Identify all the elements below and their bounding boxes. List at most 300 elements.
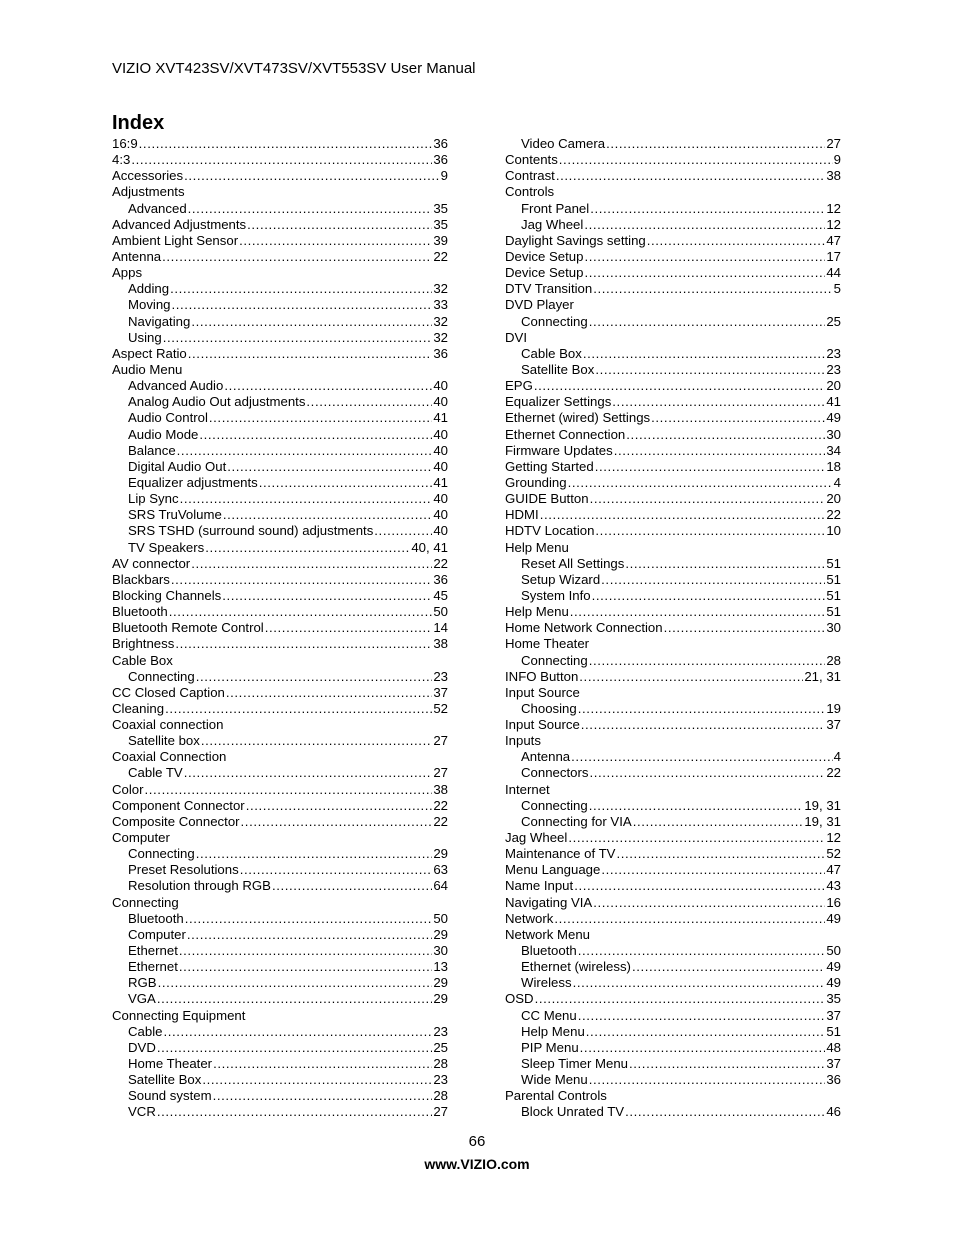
- index-entry-page: 49: [826, 975, 841, 991]
- index-entry: [505, 346, 841, 362]
- index-entry-label: Jag Wheel: [521, 216, 584, 232]
- index-entry: [505, 168, 841, 184]
- index-entry-page: 22: [433, 555, 448, 571]
- index-entry-label: Getting Started: [505, 458, 594, 474]
- dot-leader: [578, 701, 826, 717]
- index-entry-label: Ethernet: [128, 959, 178, 975]
- index-entry: [112, 895, 448, 911]
- index-entry-page: 51: [826, 555, 841, 571]
- index-entry: [505, 733, 841, 749]
- index-entry-label: VCR: [128, 1104, 156, 1120]
- dot-leader: [578, 943, 826, 959]
- index-entry-page: 28: [433, 1088, 448, 1104]
- dot-leader: [651, 410, 825, 426]
- index-entry: [112, 959, 448, 975]
- index-entry-label: Home Theater: [505, 636, 590, 652]
- index-entry-label: Reset All Settings: [521, 555, 625, 571]
- index-entry: [505, 427, 841, 443]
- index-entry-page: 36: [433, 152, 448, 168]
- index-entry-page: 25: [433, 1039, 448, 1055]
- index-entry-page: 20: [826, 491, 841, 507]
- index-entry-page: 35: [433, 200, 448, 216]
- footer-url: www.VIZIO.com: [424, 1156, 530, 1172]
- index-entry-page: 19, 31: [804, 813, 841, 829]
- index-entry-page: 52: [826, 846, 841, 862]
- index-entry-label: Advanced: [128, 200, 187, 216]
- index-entry-label: Network Menu: [505, 926, 591, 942]
- dot-leader: [595, 362, 825, 378]
- dot-leader: [592, 588, 826, 604]
- index-entry-label: Connecting: [112, 894, 179, 910]
- dot-leader: [163, 1024, 432, 1040]
- dot-leader: [224, 378, 432, 394]
- index-entry-label: Satellite Box: [128, 1072, 202, 1088]
- index-entry-page: 37: [433, 684, 448, 700]
- dot-leader: [632, 959, 825, 975]
- index-entry-label: Bluetooth: [112, 604, 168, 620]
- index-entry: [112, 281, 448, 297]
- index-entry: [112, 1008, 448, 1024]
- index-entry-label: Color: [112, 781, 144, 797]
- index-entry-page: 40: [433, 491, 448, 507]
- index-entry: [505, 394, 841, 410]
- index-entry: [112, 620, 448, 636]
- index-entry-label: Analog Audio Out adjustments: [128, 394, 306, 410]
- index-entry: [505, 1008, 841, 1024]
- index-entry-label: Device Setup: [505, 248, 584, 264]
- index-entry-label: 4:3: [112, 152, 131, 168]
- index-entry-page: 14: [433, 620, 448, 636]
- index-entry-page: 5: [833, 281, 841, 297]
- index-entry-label: Input Source: [505, 684, 580, 700]
- dot-leader: [625, 556, 825, 572]
- index-entry-page: 32: [433, 329, 448, 345]
- dot-leader: [163, 330, 433, 346]
- dot-leader: [191, 556, 432, 572]
- index-entry: [112, 1040, 448, 1056]
- index-entry: [505, 152, 841, 168]
- index-entry: [505, 959, 841, 975]
- dot-leader: [664, 620, 826, 636]
- index-entry-page: 12: [826, 830, 841, 846]
- dot-leader: [157, 1040, 432, 1056]
- index-entry: [112, 491, 448, 507]
- index-entry-label: Home Network Connection: [505, 620, 663, 636]
- dot-leader: [589, 1072, 826, 1088]
- index-entry-label: Equalizer adjustments: [128, 474, 258, 490]
- dot-leader: [554, 911, 825, 927]
- index-entry: [112, 168, 448, 184]
- dot-leader: [188, 201, 433, 217]
- dot-leader: [573, 975, 826, 991]
- index-entry: [505, 588, 841, 604]
- index-entry-page: 9: [440, 168, 448, 184]
- index-entry-label: VGA: [128, 991, 156, 1007]
- index-entry-label: Computer: [128, 926, 186, 942]
- index-entry-label: Cable Box: [112, 652, 173, 668]
- dot-leader: [172, 297, 433, 313]
- index-entry: [112, 975, 448, 991]
- dot-leader: [205, 540, 410, 556]
- dot-leader: [629, 1056, 825, 1072]
- dot-leader: [306, 394, 432, 410]
- index-entry: [505, 184, 841, 200]
- index-entry-page: 10: [826, 523, 841, 539]
- index-entry-label: Connecting: [128, 846, 195, 862]
- index-entry-page: 23: [433, 668, 448, 684]
- index-entry-label: Bluetooth Remote Control: [112, 620, 264, 636]
- index-entry-page: 29: [433, 975, 448, 991]
- index-entry: [505, 830, 841, 846]
- index-entry-page: 27: [433, 765, 448, 781]
- index-entry: [112, 669, 448, 685]
- index-entry-page: 41: [433, 474, 448, 490]
- dot-leader: [614, 443, 826, 459]
- index-entry-label: Cable Box: [521, 345, 582, 361]
- index-entry-page: 35: [433, 216, 448, 232]
- index-entry-page: 16: [826, 894, 841, 910]
- index-entry-label: Preset Resolutions: [128, 862, 239, 878]
- index-entry-label: Navigating: [128, 313, 191, 329]
- index-entry-label: Bluetooth: [521, 943, 577, 959]
- dot-leader: [184, 168, 440, 184]
- dot-leader: [589, 765, 825, 781]
- index-entry-page: 51: [826, 1023, 841, 1039]
- index-entry-page: 50: [826, 943, 841, 959]
- index-entry-page: 51: [826, 587, 841, 603]
- index-column-left: [112, 136, 448, 1121]
- index-entry-label: Internet: [505, 781, 550, 797]
- index-entry-label: Setup Wizard: [521, 571, 601, 587]
- index-entry-page: 23: [826, 361, 841, 377]
- index-entry: [112, 782, 448, 798]
- index-entry-page: 22: [826, 765, 841, 781]
- index-entry-page: 52: [433, 700, 448, 716]
- index-entry: [505, 314, 841, 330]
- index-entry-label: Ethernet (wireless): [521, 959, 631, 975]
- index-entry-page: 18: [826, 458, 841, 474]
- dot-leader: [180, 491, 433, 507]
- index-entry: [112, 943, 448, 959]
- dot-leader: [534, 378, 825, 394]
- index-entry: [505, 281, 841, 297]
- dot-leader: [247, 217, 432, 233]
- index-entry-label: Connecting for VIA: [521, 813, 632, 829]
- index-entry-label: Menu Language: [505, 862, 601, 878]
- index-entry: [112, 556, 448, 572]
- dot-leader: [199, 427, 432, 443]
- dot-leader: [157, 991, 432, 1007]
- index-entry-page: 32: [433, 313, 448, 329]
- dot-leader: [374, 523, 432, 539]
- index-entry: [505, 1072, 841, 1088]
- index-entry-page: 20: [826, 378, 841, 394]
- index-entry: [112, 346, 448, 362]
- index-entry: [505, 217, 841, 233]
- index-entry-label: INFO Button: [505, 668, 579, 684]
- index-entry: [112, 136, 448, 152]
- index-entry-page: 23: [433, 1072, 448, 1088]
- index-entry-page: 36: [433, 345, 448, 361]
- index-entry: [505, 410, 841, 426]
- index-entry-label: Aspect Ratio: [112, 345, 187, 361]
- index-entry: [112, 378, 448, 394]
- index-title: Index: [112, 112, 165, 134]
- index-entry-page: 40: [433, 442, 448, 458]
- index-entry: [112, 330, 448, 346]
- index-entry-label: Advanced Adjustments: [112, 216, 247, 232]
- index-entry-page: 49: [826, 410, 841, 426]
- dot-leader: [158, 975, 433, 991]
- index-entry-label: Blackbars: [112, 571, 170, 587]
- index-entry-page: 17: [826, 248, 841, 264]
- dot-leader: [584, 265, 825, 281]
- index-entry-page: 4: [833, 749, 841, 765]
- index-entry: [112, 297, 448, 313]
- index-entry-page: 40: [433, 458, 448, 474]
- index-entry: [112, 410, 448, 426]
- index-entry-page: 40, 41: [411, 539, 448, 555]
- index-entry-label: Audio Menu: [112, 361, 183, 377]
- index-entry: [505, 297, 841, 313]
- index-entry-page: 40: [433, 523, 448, 539]
- index-entry: [505, 943, 841, 959]
- index-entry: [505, 362, 841, 378]
- index-entry-label: Equalizer Settings: [505, 394, 612, 410]
- index-entry: [112, 636, 448, 652]
- index-entry-page: 30: [826, 620, 841, 636]
- index-entry-label: Cable TV: [128, 765, 183, 781]
- index-entry: [505, 862, 841, 878]
- index-entry: [505, 330, 841, 346]
- index-entry-label: Sleep Timer Menu: [521, 1056, 629, 1072]
- dot-leader: [213, 1088, 433, 1104]
- index-entry-label: Device Setup: [505, 265, 584, 281]
- dot-leader: [196, 846, 433, 862]
- index-entry: [112, 733, 448, 749]
- index-entry-label: Daylight Savings setting: [505, 232, 646, 248]
- index-entry: [505, 749, 841, 765]
- dot-leader: [246, 798, 433, 814]
- index-entry: [505, 459, 841, 475]
- index-entry-label: Navigating VIA: [505, 894, 593, 910]
- index-entry-label: SRS TruVolume: [128, 507, 222, 523]
- dot-leader: [584, 217, 825, 233]
- dot-leader: [559, 152, 833, 168]
- index-entry-page: 27: [826, 136, 841, 151]
- dot-leader: [606, 136, 825, 152]
- index-entry-label: Home Theater: [128, 1056, 213, 1072]
- index-entry-page: 30: [826, 426, 841, 442]
- index-entry-label: Adding: [128, 281, 170, 297]
- index-entry-page: 41: [826, 394, 841, 410]
- dot-leader: [184, 765, 433, 781]
- index-entry-label: Moving: [128, 297, 171, 313]
- dot-leader: [586, 1024, 826, 1040]
- index-entry: [505, 701, 841, 717]
- index-entry: [112, 765, 448, 781]
- index-entry-page: 36: [826, 1072, 841, 1088]
- index-entry-label: DTV Transition: [505, 281, 593, 297]
- index-entry: [505, 556, 841, 572]
- index-entry-label: Contents: [505, 152, 558, 168]
- index-entry-label: Coaxial Connection: [112, 749, 227, 765]
- index-entry-page: 50: [433, 604, 448, 620]
- dot-leader: [595, 459, 826, 475]
- dot-leader: [568, 475, 833, 491]
- index-entry-label: Connecting: [521, 313, 588, 329]
- index-entry: [505, 1040, 841, 1056]
- dot-leader: [590, 491, 826, 507]
- dot-leader: [165, 701, 432, 717]
- index-entry-label: SRS TSHD (surround sound) adjustments: [128, 523, 374, 539]
- index-entry: [505, 927, 841, 943]
- index-entry: [112, 394, 448, 410]
- index-entry: [505, 604, 841, 620]
- dot-leader: [213, 1056, 432, 1072]
- index-entry-label: Cable: [128, 1023, 163, 1039]
- index-entry-page: 27: [433, 1104, 448, 1120]
- index-entry-page: 47: [826, 862, 841, 878]
- dot-leader: [191, 314, 432, 330]
- index-entry-label: Controls: [505, 184, 555, 200]
- dot-leader: [616, 846, 825, 862]
- index-entry-page: 41: [433, 410, 448, 426]
- index-entry: [112, 798, 448, 814]
- index-entry-label: OSD: [505, 991, 534, 1007]
- index-entry-page: 4: [833, 474, 841, 490]
- index-column-right: [505, 136, 841, 1121]
- dot-leader: [170, 281, 432, 297]
- index-entry-label: Help Menu: [505, 604, 569, 620]
- index-entry: [112, 314, 448, 330]
- index-entry-label: Connecting: [521, 652, 588, 668]
- index-entry-label: Composite Connector: [112, 813, 240, 829]
- dot-leader: [612, 394, 825, 410]
- dot-leader: [583, 346, 825, 362]
- index-entry: [112, 201, 448, 217]
- index-entry-label: Apps: [112, 265, 143, 281]
- index-entry: [112, 1056, 448, 1072]
- index-entry: [505, 540, 841, 556]
- index-entry: [505, 1088, 841, 1104]
- index-entry-label: Antenna: [521, 749, 571, 765]
- dot-leader: [647, 233, 826, 249]
- index-entry-page: 40: [433, 378, 448, 394]
- index-entry: [505, 669, 841, 685]
- index-entry-page: 40: [433, 426, 448, 442]
- index-entry-page: 13: [433, 959, 448, 975]
- dot-leader: [593, 281, 832, 297]
- index-entry: [112, 588, 448, 604]
- index-entry-page: 30: [433, 943, 448, 959]
- index-entry: [112, 572, 448, 588]
- index-entry-page: 22: [433, 797, 448, 813]
- index-entry-page: 36: [433, 571, 448, 587]
- index-entry: [505, 1056, 841, 1072]
- index-entry-label: Using: [128, 329, 162, 345]
- index-entry-page: 23: [826, 345, 841, 361]
- index-entry-page: 38: [433, 781, 448, 797]
- dot-leader: [175, 636, 432, 652]
- index-entry: [112, 717, 448, 733]
- index-entry: [112, 523, 448, 539]
- index-entry-page: 51: [826, 604, 841, 620]
- index-entry-page: 28: [433, 1056, 448, 1072]
- index-entry-label: Grounding: [505, 474, 567, 490]
- index-entry-page: 46: [826, 1104, 841, 1120]
- index-entry: [505, 717, 841, 733]
- index-entry-label: Brightness: [112, 636, 175, 652]
- index-entry: [505, 1024, 841, 1040]
- index-entry-label: Cleaning: [112, 700, 165, 716]
- index-entry: [112, 749, 448, 765]
- index-entry: [112, 184, 448, 200]
- dot-leader: [568, 830, 825, 846]
- index-entry: [112, 991, 448, 1007]
- index-entry: [505, 475, 841, 491]
- dot-leader: [589, 314, 826, 330]
- index-entry-label: System Info: [521, 587, 591, 603]
- index-entry: [112, 1104, 448, 1120]
- index-entry-label: Advanced Audio: [128, 378, 224, 394]
- dot-leader: [272, 878, 432, 894]
- index-entry-label: DVD: [128, 1039, 156, 1055]
- index-entry-page: 47: [826, 232, 841, 248]
- index-entry: [505, 523, 841, 539]
- index-entry-label: AV connector: [112, 555, 191, 571]
- index-entry: [112, 814, 448, 830]
- dot-leader: [185, 911, 433, 927]
- index-entry: [505, 249, 841, 265]
- index-entry: [112, 1024, 448, 1040]
- index-entry-label: GUIDE Button: [505, 491, 589, 507]
- index-entry-page: 50: [433, 910, 448, 926]
- index-entry-label: Connecting: [521, 797, 588, 813]
- dot-leader: [584, 249, 825, 265]
- index-entry: [112, 1072, 448, 1088]
- dot-leader: [171, 572, 432, 588]
- index-entry-label: Component Connector: [112, 797, 245, 813]
- index-entry-page: 49: [826, 959, 841, 975]
- index-entry: [112, 459, 448, 475]
- index-entry-label: Sound system: [128, 1088, 212, 1104]
- dot-leader: [162, 249, 432, 265]
- index-entry-label: Accessories: [112, 168, 184, 184]
- index-entry-page: 19, 31: [804, 797, 841, 813]
- index-entry: [505, 491, 841, 507]
- dot-leader: [157, 1104, 432, 1120]
- dot-leader: [227, 459, 432, 475]
- dot-leader: [581, 717, 826, 733]
- index-entry-label: EPG: [505, 378, 533, 394]
- index-entry-label: PIP Menu: [521, 1039, 579, 1055]
- index-entry-page: 37: [826, 1056, 841, 1072]
- index-entry: [505, 685, 841, 701]
- index-entry-label: CC Closed Caption: [112, 684, 225, 700]
- index-entry-page: 29: [433, 926, 448, 942]
- index-entry: [112, 507, 448, 523]
- index-entry-label: Parental Controls: [505, 1088, 607, 1104]
- index-entry-label: Firmware Updates: [505, 442, 613, 458]
- index-entry-label: Bluetooth: [128, 910, 184, 926]
- index-entry-label: Ethernet (wired) Settings: [505, 410, 651, 426]
- index-entry-page: 38: [826, 168, 841, 184]
- index-entry-label: Satellite Box: [521, 361, 595, 377]
- dot-leader: [589, 653, 826, 669]
- index-entry-page: 22: [433, 813, 448, 829]
- dot-leader: [589, 798, 804, 814]
